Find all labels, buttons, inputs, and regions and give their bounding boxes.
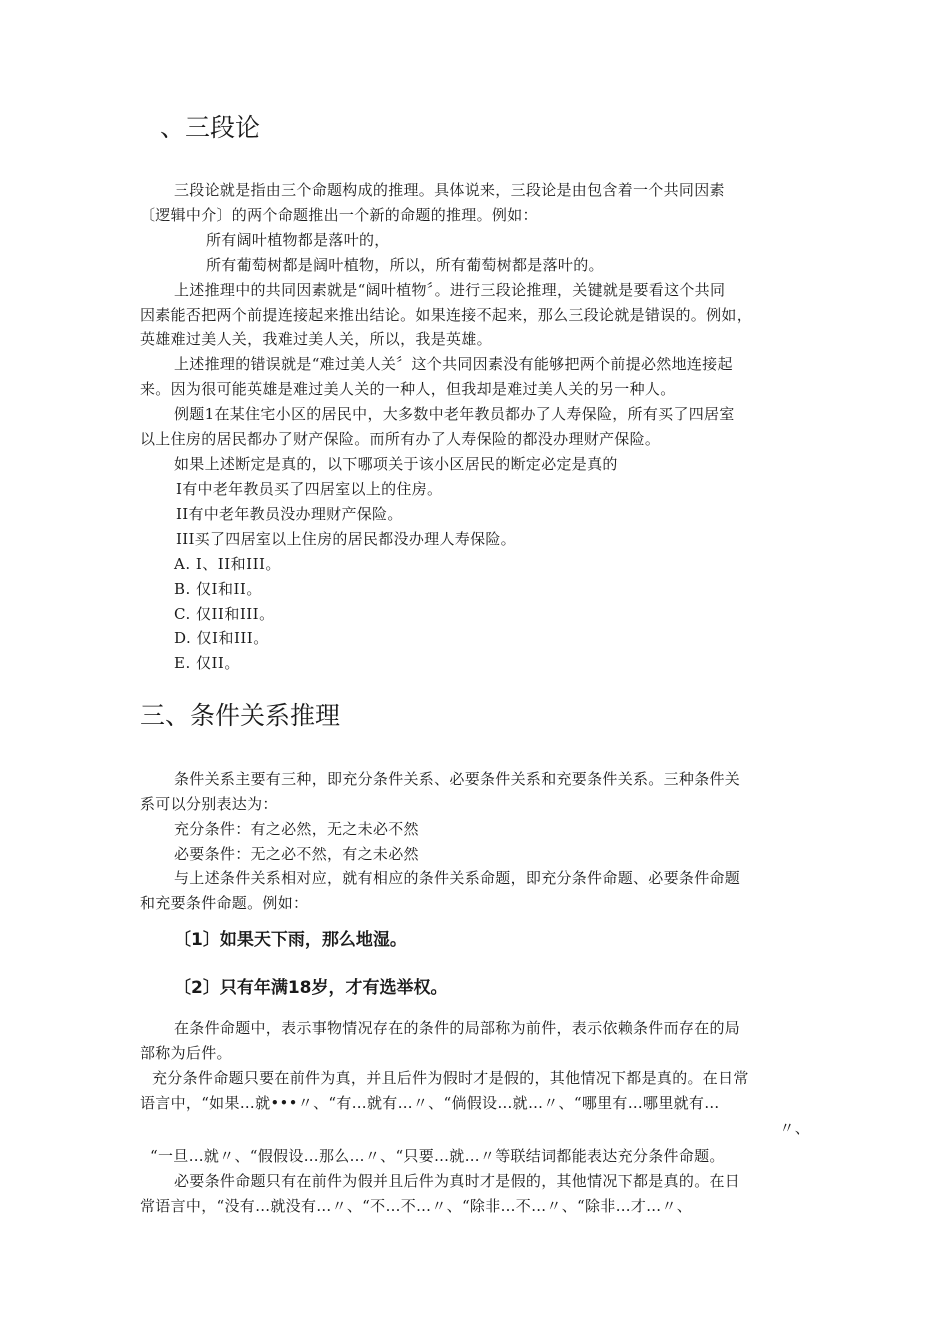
paragraph-line: 英雄难过美人关，我难过美人关，所以，我是英雄。 (140, 330, 492, 348)
paragraph-line: 〔逻辑中介〕的两个命题推出一个新的命题的推理。例如： (140, 206, 538, 224)
section-heading-conditional: 三、条件关系推理 (140, 701, 341, 730)
example-line: 所有葡萄树都是阔叶植物，所以，所有葡萄树都是落叶的。 (206, 256, 604, 274)
answer-option: B. 仅I和II。 (174, 580, 262, 598)
paragraph-line: 必要条件命题只有在前件为假并且后件为真时才是假的，其他情况下都是真的。在日 (174, 1172, 741, 1190)
answer-option: C. 仅II和III。 (174, 605, 275, 623)
paragraph-line: 因素能否把两个前提连接起来推出结论。如果连接不起来，那么三段论就是错误的。例如， (140, 306, 753, 324)
answer-option: A. I、II和III。 (174, 555, 281, 573)
paragraph-line: 条件关系主要有三种，即充分条件关系、必要条件关系和充要条件关系。三种条件关 (174, 770, 741, 788)
paragraph-line: 来。因为很可能英雄是难过美人关的一种人，但我却是难过美人关的另一种人。 (140, 380, 676, 398)
paragraph-line: 语言中，“如果…就•••〃、“有…就有…〃、“倘假设…就…〃、“哪里有…哪里就有… (140, 1094, 720, 1112)
section-heading-syllogism: 、三段论 (160, 113, 261, 142)
paragraph-line: 充分条件命题只要在前件为真，并且后件为假时才是假的，其他情况下都是真的。在日常 (152, 1069, 749, 1087)
condition-line: 必要条件：无之必不然，有之未必然 (174, 845, 419, 863)
paragraph-line: “一旦…就〃、“假假设…那么…〃、“只要…就…〃等联结词都能表达充分条件命题。 (150, 1147, 725, 1165)
paragraph-line: 与上述条件关系相对应，就有相应的条件关系命题，即充分条件命题、必要条件命题 (174, 869, 741, 887)
statement-line: I有中老年教员买了四居室以上的住房。 (176, 480, 443, 498)
paragraph-line: 和充要条件命题。例如： (140, 894, 309, 912)
answer-option: D. 仅I和III。 (174, 629, 269, 647)
paragraph-line: 以上住房的居民都办了财产保险。而所有办了人寿保险的都没办理财产保险。 (140, 430, 661, 448)
example-bold-line: 〔2〕只有年满18岁，才有选举权。 (174, 978, 448, 998)
example-bold-line: 〔1〕如果天下雨，那么地湿。 (174, 930, 407, 950)
paragraph-line: 上述推理的错误就是“难过美人关〞这个共同因素没有能够把两个前提必然地连接起 (174, 355, 733, 373)
paragraph-line: 常语言中，“没有…就没有…〃、“不…不…〃、“除非…不…〃、“除非…才…〃、 (140, 1197, 693, 1215)
paragraph-line: 〃、 (779, 1119, 810, 1137)
paragraph-line: 部称为后件。 (140, 1044, 232, 1062)
paragraph-line: 例题1在某住宅小区的居民中，大多数中老年教员都办了人寿保险，所有买了四居室 (174, 405, 735, 423)
statement-line: III买了四居室以上住房的居民都没办理人寿保险。 (176, 530, 516, 548)
paragraph-line: 上述推理中的共同因素就是“阔叶植物〞。进行三段论推理，关键就是要看这个共同 (174, 281, 726, 299)
statement-line: II有中老年教员没办理财产保险。 (176, 505, 403, 523)
condition-line: 充分条件：有之必然，无之未必不然 (174, 820, 419, 838)
answer-option: E. 仅II。 (174, 654, 240, 672)
paragraph-line: 三段论就是指由三个命题构成的推理。具体说来，三段论是由包含着一个共同因素 (174, 181, 725, 199)
paragraph-line: 系可以分别表达为： (140, 795, 278, 813)
example-line: 所有阔叶植物都是落叶的， (206, 231, 390, 249)
paragraph-line: 在条件命题中，表示事物情况存在的条件的局部称为前件，表示依赖条件而存在的局 (174, 1019, 741, 1037)
question-line: 如果上述断定是真的，以下哪项关于该小区居民的断定必定是真的 (174, 455, 618, 473)
